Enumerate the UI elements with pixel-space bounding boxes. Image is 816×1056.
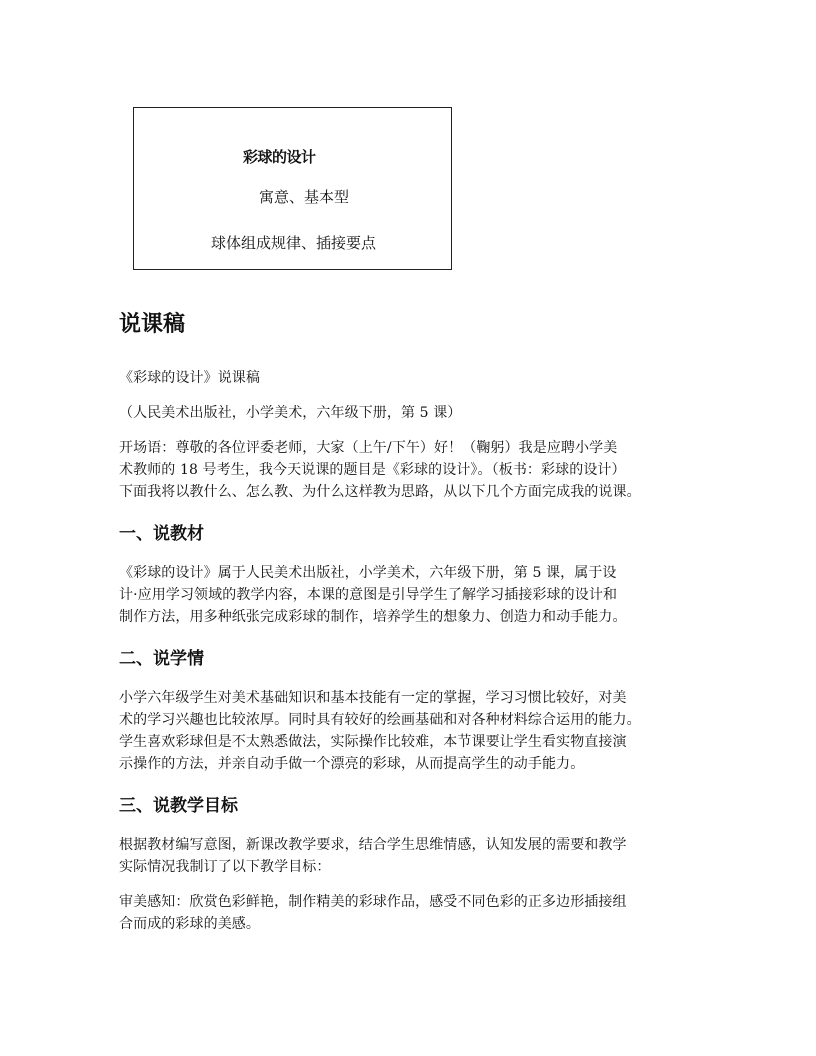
board-line-structure: 球体组成规律、插接要点 bbox=[211, 234, 377, 252]
aesthetic-goal-paragraph bbox=[119, 891, 709, 935]
paragraph-line: 术的学习兴趣也比较浓厚。同时具有较好的绘画基础和对各种材料综合运用的能力。 bbox=[119, 712, 641, 728]
document-body bbox=[119, 310, 709, 948]
paragraph-line: 《彩球的设计》属于人民美术出版社，小学美术，六年级下册，第 5 课，属于设 bbox=[119, 565, 617, 581]
blackboard-outline-box bbox=[133, 107, 452, 270]
section-heading-textbook: 一、说教材 bbox=[119, 524, 204, 544]
paragraph-line: 实际情况我制订了以下教学目标： bbox=[119, 859, 331, 875]
paragraph-line: 开场语：尊敬的各位评委老师，大家（上午/下午）好！（鞠躬）我是应聘小学美 bbox=[119, 440, 618, 456]
students-paragraph bbox=[119, 687, 709, 775]
board-line-meaning: 寓意、基本型 bbox=[259, 188, 350, 206]
paragraph-line: 学生喜欢彩球但是不太熟悉做法，实际操作比较难，本节课要让学生看实物直接演 bbox=[119, 734, 627, 750]
goals-intro-paragraph bbox=[119, 834, 709, 878]
paragraph-line: 小学六年级学生对美术基础知识和基本技能有一定的掌握，学习习惯比较好，对美 bbox=[119, 690, 627, 706]
paragraph-line: 计·应用学习领域的教学内容，本课的意图是引导学生了解学习插接彩球的设计和 bbox=[119, 587, 618, 603]
paragraph-line: 根据教材编写意图，新课改教学要求，结合学生思维情感，认知发展的需要和教学 bbox=[119, 837, 627, 853]
opening-paragraph bbox=[119, 437, 709, 503]
paragraph-line: 审美感知：欣赏色彩鲜艳，制作精美的彩球作品，感受不同色彩的正多边形插接组 bbox=[119, 894, 627, 910]
paragraph-line: 示操作的方法，并亲自动手做一个漂亮的彩球，从而提高学生的动手能力。 bbox=[119, 756, 585, 772]
paragraph-line: 下面我将以教什么、怎么教、为什么这样教为思路，从以下几个方面完成我的说课。 bbox=[119, 484, 641, 500]
section-heading-students: 二、说学情 bbox=[119, 649, 204, 669]
textbook-paragraph bbox=[119, 562, 709, 628]
document-title: 说课稿 bbox=[119, 312, 186, 337]
paragraph-line: 合而成的彩球的美感。 bbox=[119, 916, 260, 932]
paragraph-line: 术教师的 18 号考生，我今天说课的题目是《彩球的设计》。（板书：彩球的设计） bbox=[119, 462, 626, 478]
document-subtitle: 《彩球的设计》说课稿 bbox=[119, 370, 260, 386]
board-title: 彩球的设计 bbox=[243, 148, 316, 166]
section-heading-goals: 三、说教学目标 bbox=[119, 796, 238, 816]
document-source: （人民美术出版社，小学美术，六年级下册，第 5 课） bbox=[119, 405, 462, 421]
paragraph-line: 制作方法，用多种纸张完成彩球的制作，培养学生的想象力、创造力和动手能力。 bbox=[119, 609, 627, 625]
